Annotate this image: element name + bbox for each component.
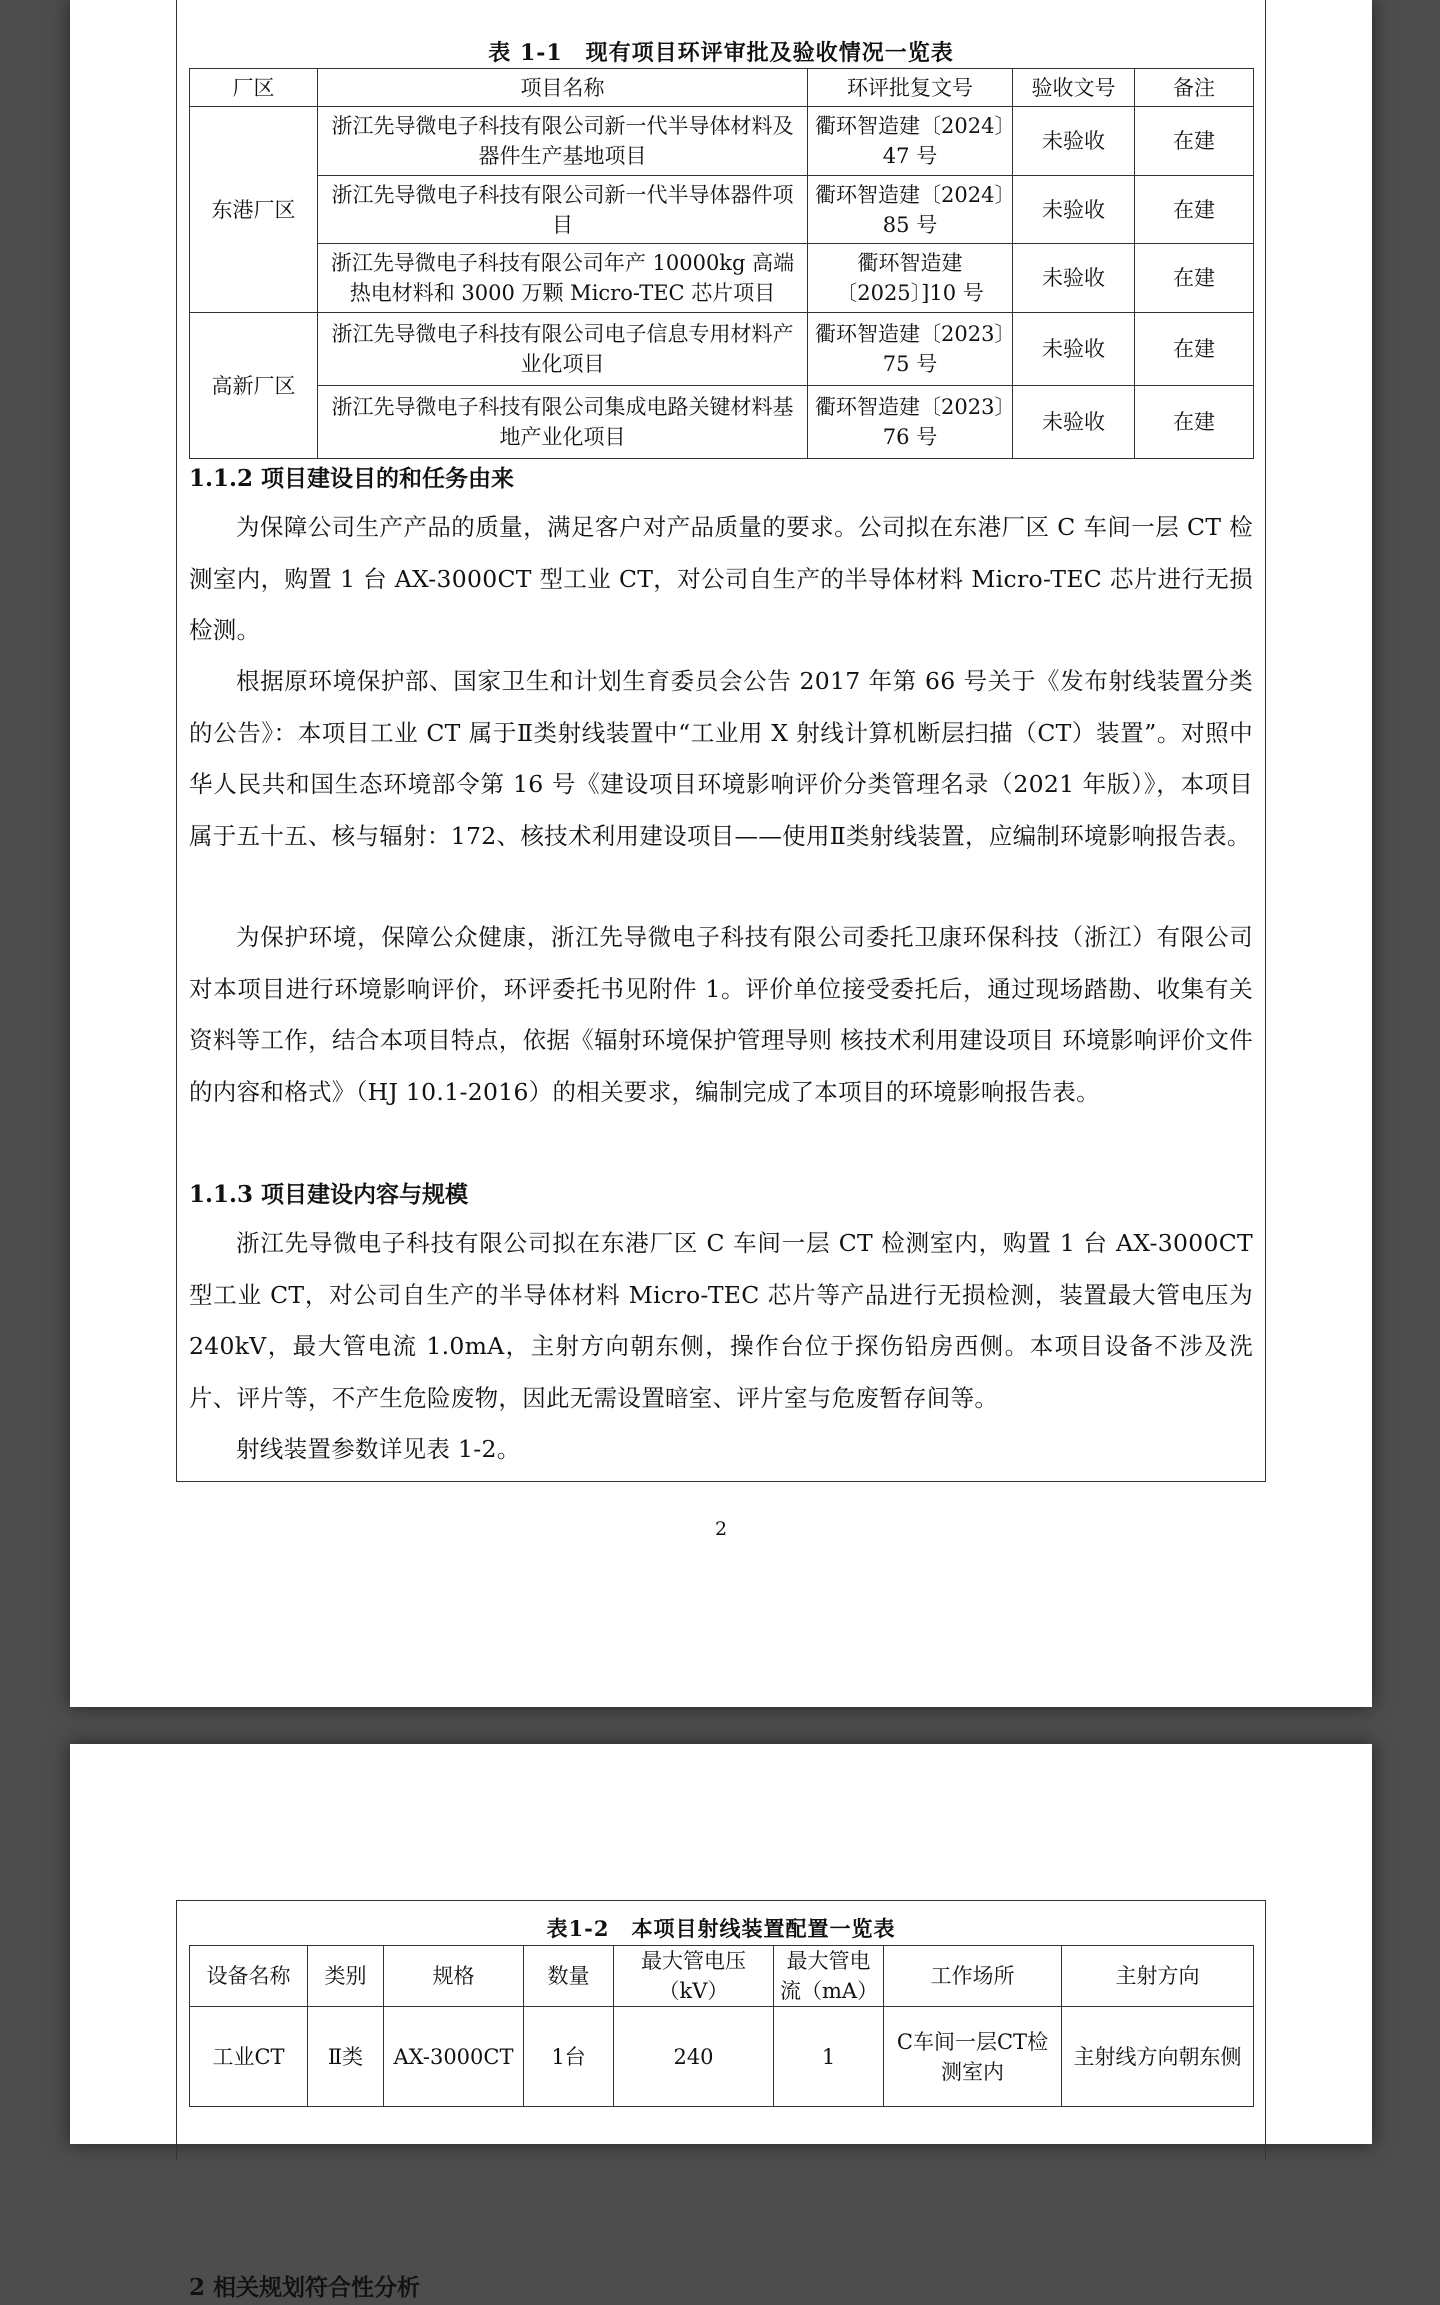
header-max-current: 最大管电流（mA）	[774, 1946, 884, 2007]
header-project-name: 项目名称	[318, 69, 808, 107]
remark-cell: 在建	[1135, 176, 1254, 244]
table-row	[190, 2007, 1254, 2107]
header-remark: 备注	[1135, 69, 1254, 107]
acceptance-cell: 未验收	[1013, 386, 1135, 459]
header-device-name: 设备名称	[190, 1946, 308, 2007]
acceptance-cell: 未验收	[1013, 244, 1135, 313]
device-name-cell: 工业CT	[190, 2007, 308, 2107]
project-name-cell: 浙江先导微电子科技有限公司电子信息专用材料产业化项目	[318, 313, 808, 386]
header-area: 厂区	[190, 69, 318, 107]
paragraph: 射线装置参数详见表 1-2。	[236, 1435, 521, 1463]
next-section-heading-partial: 2 相关规划符合性分析	[189, 2274, 421, 2301]
paragraph: 浙江先导微电子科技有限公司拟在东港厂区 C 车间一层 CT 检测室内，购置 1 台 AX-3000CT 型工业 CT，对公司自生产的半导体材料 Micro-TEC 芯片等产品进行无损检测，装置最大管电压为 240kV，最大管电流 1.0mA，主射方向朝东侧，操作台位于探伤铅房西侧。本项目设备不涉及洗片、评片等，不产生危险废物，因此无需设置暗室、评片室与危废暂存间等。	[189, 1229, 1253, 1412]
acceptance-cell: 未验收	[1013, 176, 1135, 244]
content-frame	[176, 1900, 1266, 2301]
remark-cell: 在建	[1135, 313, 1254, 386]
approval-cell: 衢环智造建〔2024〕85 号	[808, 176, 1013, 244]
approval-cell: 衢环智造建〔2024〕47 号	[808, 107, 1013, 176]
project-name-cell: 浙江先导微电子科技有限公司集成电路关键材料基地产业化项目	[318, 386, 808, 459]
approval-cell: 衢环智造建〔2023〕75 号	[808, 313, 1013, 386]
header-acceptance-no: 验收文号	[1013, 69, 1135, 107]
project-name-cell: 浙江先导微电子科技有限公司年产 10000kg 高端热电材料和 3000 万颗 Micro-TEC 芯片项目	[318, 244, 808, 313]
acceptance-cell: 未验收	[1013, 107, 1135, 176]
header-quantity: 数量	[524, 1946, 614, 2007]
approval-cell: 衢环智造建〔2025〕]10 号	[808, 244, 1013, 313]
section-heading-1-1-2: 1.1.2 项目建设目的和任务由来	[189, 465, 515, 492]
approval-cell: 衢环智造建〔2023〕76 号	[808, 386, 1013, 459]
table-1-2	[189, 1945, 1254, 2107]
max-voltage-cell: 240	[614, 2007, 774, 2107]
acceptance-cell: 未验收	[1013, 313, 1135, 386]
content-frame	[176, 0, 1266, 1482]
page-number: 2	[714, 1518, 728, 1540]
header-max-voltage: 最大管电压（kV）	[614, 1946, 774, 2007]
area-cell: 高新厂区	[190, 313, 318, 459]
remark-cell: 在建	[1135, 107, 1254, 176]
category-cell: Ⅱ类	[308, 2007, 384, 2107]
table-header-row	[190, 1946, 1254, 2007]
header-approval-no: 环评批复文号	[808, 69, 1013, 107]
max-current-cell: 1	[774, 2007, 884, 2107]
table-row	[190, 313, 1254, 386]
project-name-cell: 浙江先导微电子科技有限公司新一代半导体材料及器件生产基地项目	[318, 107, 808, 176]
table-1-1	[189, 68, 1254, 459]
section-heading-1-1-3: 1.1.3 项目建设内容与规模	[189, 1181, 469, 1208]
paragraph: 为保护环境，保障公众健康，浙江先导微电子科技有限公司委托卫康环保科技（浙江）有限公司对本项目进行环境影响评价，环评委托书见附件 1。评价单位接受委托后，通过现场踏勘、收集有关资料等工作，结合本项目特点，依据《辐射环境保护管理导则 核技术利用建设项目 环境影响评价文件的内容和格式》（HJ 10.1-2016）的相关要求，编制完成了本项目的环境影响报告表。	[189, 923, 1253, 1106]
header-workplace: 工作场所	[884, 1946, 1062, 2007]
table-row	[190, 244, 1254, 313]
table-row	[190, 386, 1254, 459]
project-name-cell: 浙江先导微电子科技有限公司新一代半导体器件项目	[318, 176, 808, 244]
document-page-1	[70, 0, 1372, 1707]
paragraph: 为保障公司生产产品的质量，满足客户对产品质量的要求。公司拟在东港厂区 C 车间一层 CT 检测室内，购置 1 台 AX-3000CT 型工业 CT，对公司自生产的半导体材料 Micro-TEC 芯片进行无损检测。	[189, 513, 1253, 644]
table-header-row	[190, 69, 1254, 107]
quantity-cell: 1台	[524, 2007, 614, 2107]
paragraph: 根据原环境保护部、国家卫生和计划生育委员会公告 2017 年第 66 号关于《发布射线装置分类的公告》：本项目工业 CT 属于Ⅱ类射线装置中“工业用 X 射线计算机断层扫描（CT）装置”。对照中华人民共和国生态环境部令第 16 号《建设项目环境影响评价分类管理名录（2021 年版）》，本项目属于五十五、核与辐射：172、核技术利用建设项目——使用Ⅱ类射线装置，应编制环境影响报告表。	[189, 667, 1253, 850]
area-cell: 东港厂区	[190, 107, 318, 313]
header-model: 规格	[384, 1946, 524, 2007]
table-1-1-caption: 表 1-1 现有项目环评审批及验收情况一览表	[488, 40, 954, 66]
header-main-direction: 主射方向	[1062, 1946, 1254, 2007]
main-direction-cell: 主射线方向朝东侧	[1062, 2007, 1254, 2107]
document-page-2	[70, 1744, 1372, 2301]
header-category: 类别	[308, 1946, 384, 2007]
remark-cell: 在建	[1135, 244, 1254, 313]
model-cell: AX-3000CT	[384, 2007, 524, 2107]
table-1-2-caption: 表1-2 本项目射线装置配置一览表	[546, 1916, 896, 1941]
table-row	[190, 176, 1254, 244]
remark-cell: 在建	[1135, 386, 1254, 459]
table-row	[190, 107, 1254, 176]
workplace-cell: C车间一层CT检测室内	[884, 2007, 1062, 2107]
